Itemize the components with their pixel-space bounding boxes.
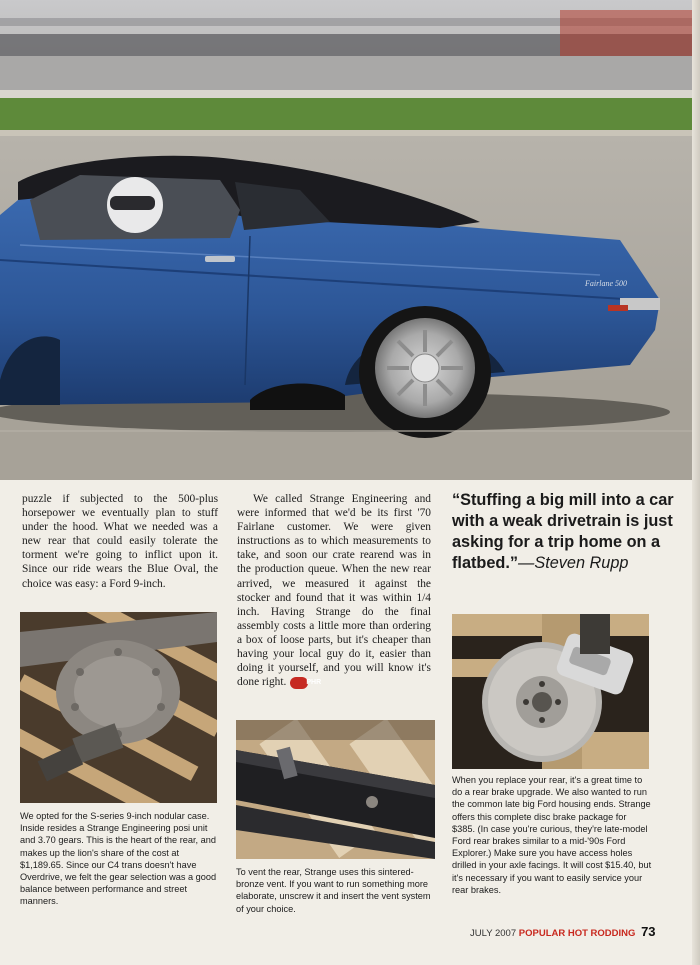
disc-brake-photo xyxy=(452,614,649,769)
caption-brakes: When you replace your rear, it's a great time to do a rear brake upgrade. We also wanted to run the common late big Ford housing ends. Strange offers this complete disc brake package for $385. (In case you're curious, they're late-model Ford rear brakes similar to a mid-'90s Ford Explorer.) Make sure you have access holes drilled in your axle facings. It will cost $15.40, but it's necessary if you want to easily service your rear brakes. xyxy=(452,775,652,895)
differential-case-photo xyxy=(20,612,217,803)
caption-vent: To vent the rear, Strange uses this sintered-bronze vent. If you want to run something more elaborate, unscrew it and insert the vent system of your choice. xyxy=(236,867,431,914)
article-column-1 xyxy=(22,492,218,591)
axle-vent-photo xyxy=(236,720,435,859)
article-paragraph-2: We called Strange Engineering and were informed that we'd be its first '70 Fairlane customer. We were given instructions as to which measurements to take, and soon our crate rearend was in the production queue. When the new rear arrived, we measured it against the stocker and found that it was within 1/4 inch. Having Strange do the final assembly costs a little more than ordering a box of loose parts, but it's cheaper than having your local guy do it, easier than doing it yourself, and you will know it's done right. xyxy=(237,493,431,689)
caption-differential: We opted for the S-series 9-inch nodular case. Inside resides a Strange Engineering posi unit and 3.70 gears. This is the heart of the rear, and makes up the lion's share of the cost at $1,189.65. Since our C4 trans doesn't have Overdrive, we felt the gear selection was a good balance between performance and street manners. xyxy=(20,811,217,907)
end-mark-logo: PHR xyxy=(290,677,308,689)
article-paragraph-1: puzzle if subjected to the 500-plus horsepower we eventually plan to stuff under the hood. What we needed was a new rear that could easily tolerate the torment we're going to inflict upon it. Since our ride wears the Blue Oval, the choice was easy: a Ford 9-inch. xyxy=(22,493,218,590)
pull-quote-text: “Stuffing a big mill into a car with a weak drivetrain is just asking for a trip home on a flatbed.” xyxy=(452,491,674,572)
hero-car-photo xyxy=(0,0,700,480)
article-column-2 xyxy=(237,492,431,689)
footer-page-number: 73 xyxy=(641,924,656,939)
footer-magazine-name: POPULAR HOT RODDING xyxy=(518,928,636,939)
footer-issue: JULY 2007 xyxy=(470,928,517,939)
page-gutter-edge xyxy=(692,0,700,965)
pull-quote-attribution: —Steven Rupp xyxy=(518,554,629,572)
pull-quote xyxy=(452,490,674,574)
hero-badge-text: Fairlane 500 xyxy=(585,279,627,288)
page-footer xyxy=(470,924,656,939)
